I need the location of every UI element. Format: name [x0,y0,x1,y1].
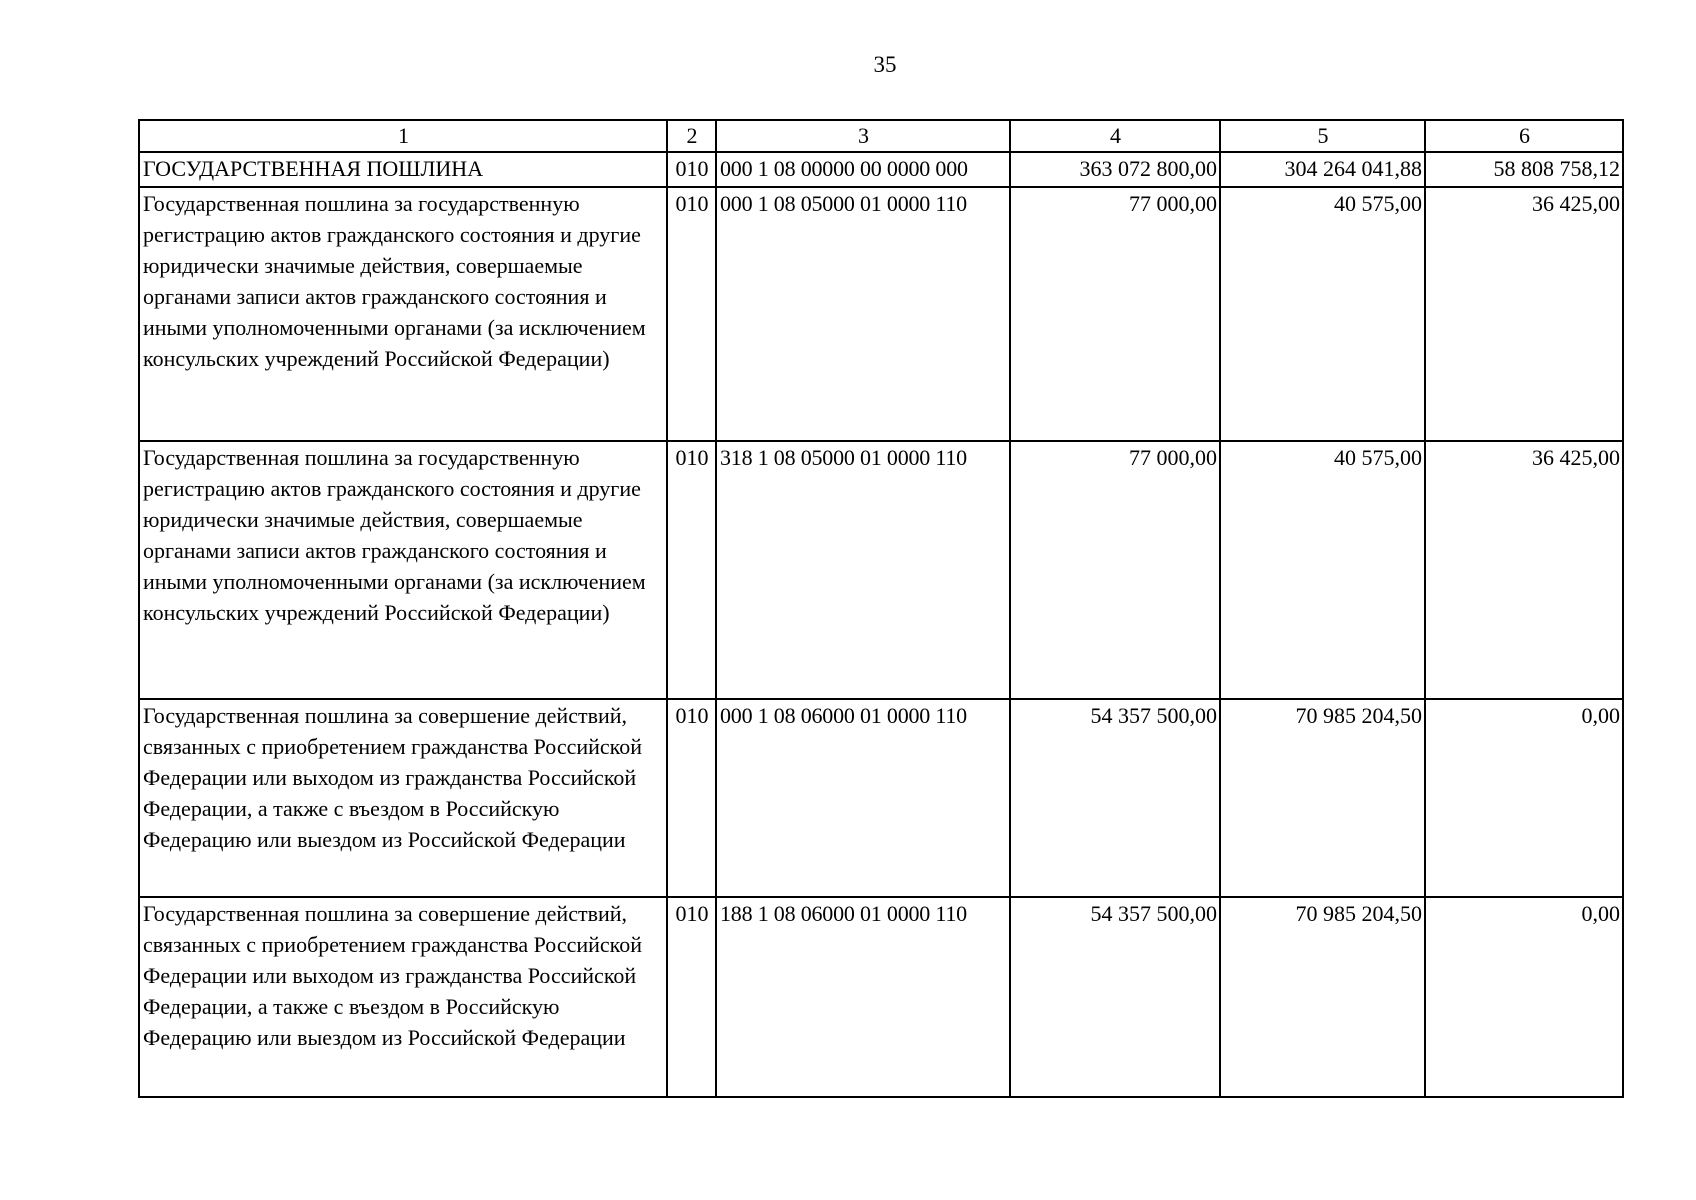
row-name: Государственная пошлина за государственную регистрацию актов гражданского состояния и другие юридически значимые действия, совершаемые органами записи актов гражданского состояния и иными уполномоченными органами (за исключением консульских учреждений Российской Федерации) [139,187,667,441]
table-header-row [139,120,1623,152]
revenue-table [138,119,1624,1098]
row-col6-value: 58 808 758,12 [1425,152,1623,187]
row-line-code: 010 [667,187,716,441]
row-line-code: 010 [667,897,716,1097]
row-col6-value: 0,00 [1425,897,1623,1097]
table-row [139,441,1623,699]
row-budget-code: 000 1 08 00000 00 0000 000 [716,152,1010,187]
table-row [139,897,1623,1097]
table-row [139,187,1623,441]
row-budget-code: 318 1 08 05000 01 0000 110 [716,441,1010,699]
row-col6-value: 36 425,00 [1425,441,1623,699]
row-col5-value: 70 985 204,50 [1220,897,1425,1097]
column-header: 5 [1220,120,1425,152]
row-line-code: 010 [667,699,716,897]
row-col4-value: 77 000,00 [1010,187,1220,441]
page-number: 35 [873,52,897,77]
table-row [139,699,1623,897]
row-col4-value: 77 000,00 [1010,441,1220,699]
column-header: 3 [716,120,1010,152]
row-col4-value: 54 357 500,00 [1010,897,1220,1097]
column-header: 4 [1010,120,1220,152]
row-line-code: 010 [667,152,716,187]
column-header: 6 [1425,120,1623,152]
row-name: Государственная пошлина за государственную регистрацию актов гражданского состояния и другие юридически значимые действия, совершаемые органами записи актов гражданского состояния и иными уполномоченными органами (за исключением консульских учреждений Российской Федерации) [139,441,667,699]
row-budget-code: 188 1 08 06000 01 0000 110 [716,897,1010,1097]
column-header: 2 [667,120,716,152]
row-line-code: 010 [667,441,716,699]
row-col5-value: 304 264 041,88 [1220,152,1425,187]
column-header: 1 [139,120,667,152]
row-col4-value: 363 072 800,00 [1010,152,1220,187]
row-col5-value: 40 575,00 [1220,441,1425,699]
row-col6-value: 36 425,00 [1425,187,1623,441]
table-row [139,152,1623,187]
row-col6-value: 0,00 [1425,699,1623,897]
row-col4-value: 54 357 500,00 [1010,699,1220,897]
row-name: ГОСУДАРСТВЕННАЯ ПОШЛИНА [139,152,667,187]
row-name: Государственная пошлина за совершение действий, связанных с приобретением гражданства Российской Федерации или выходом из гражданства Российской Федерации, а также с въездом в Российскую Федерацию или выездом из Российской Федерации [139,897,667,1097]
row-name: Государственная пошлина за совершение действий, связанных с приобретением гражданства Российской Федерации или выходом из гражданства Российской Федерации, а также с въездом в Российскую Федерацию или выездом из Российской Федерации [139,699,667,897]
row-budget-code: 000 1 08 05000 01 0000 110 [716,187,1010,441]
row-col5-value: 40 575,00 [1220,187,1425,441]
row-budget-code: 000 1 08 06000 01 0000 110 [716,699,1010,897]
row-col5-value: 70 985 204,50 [1220,699,1425,897]
